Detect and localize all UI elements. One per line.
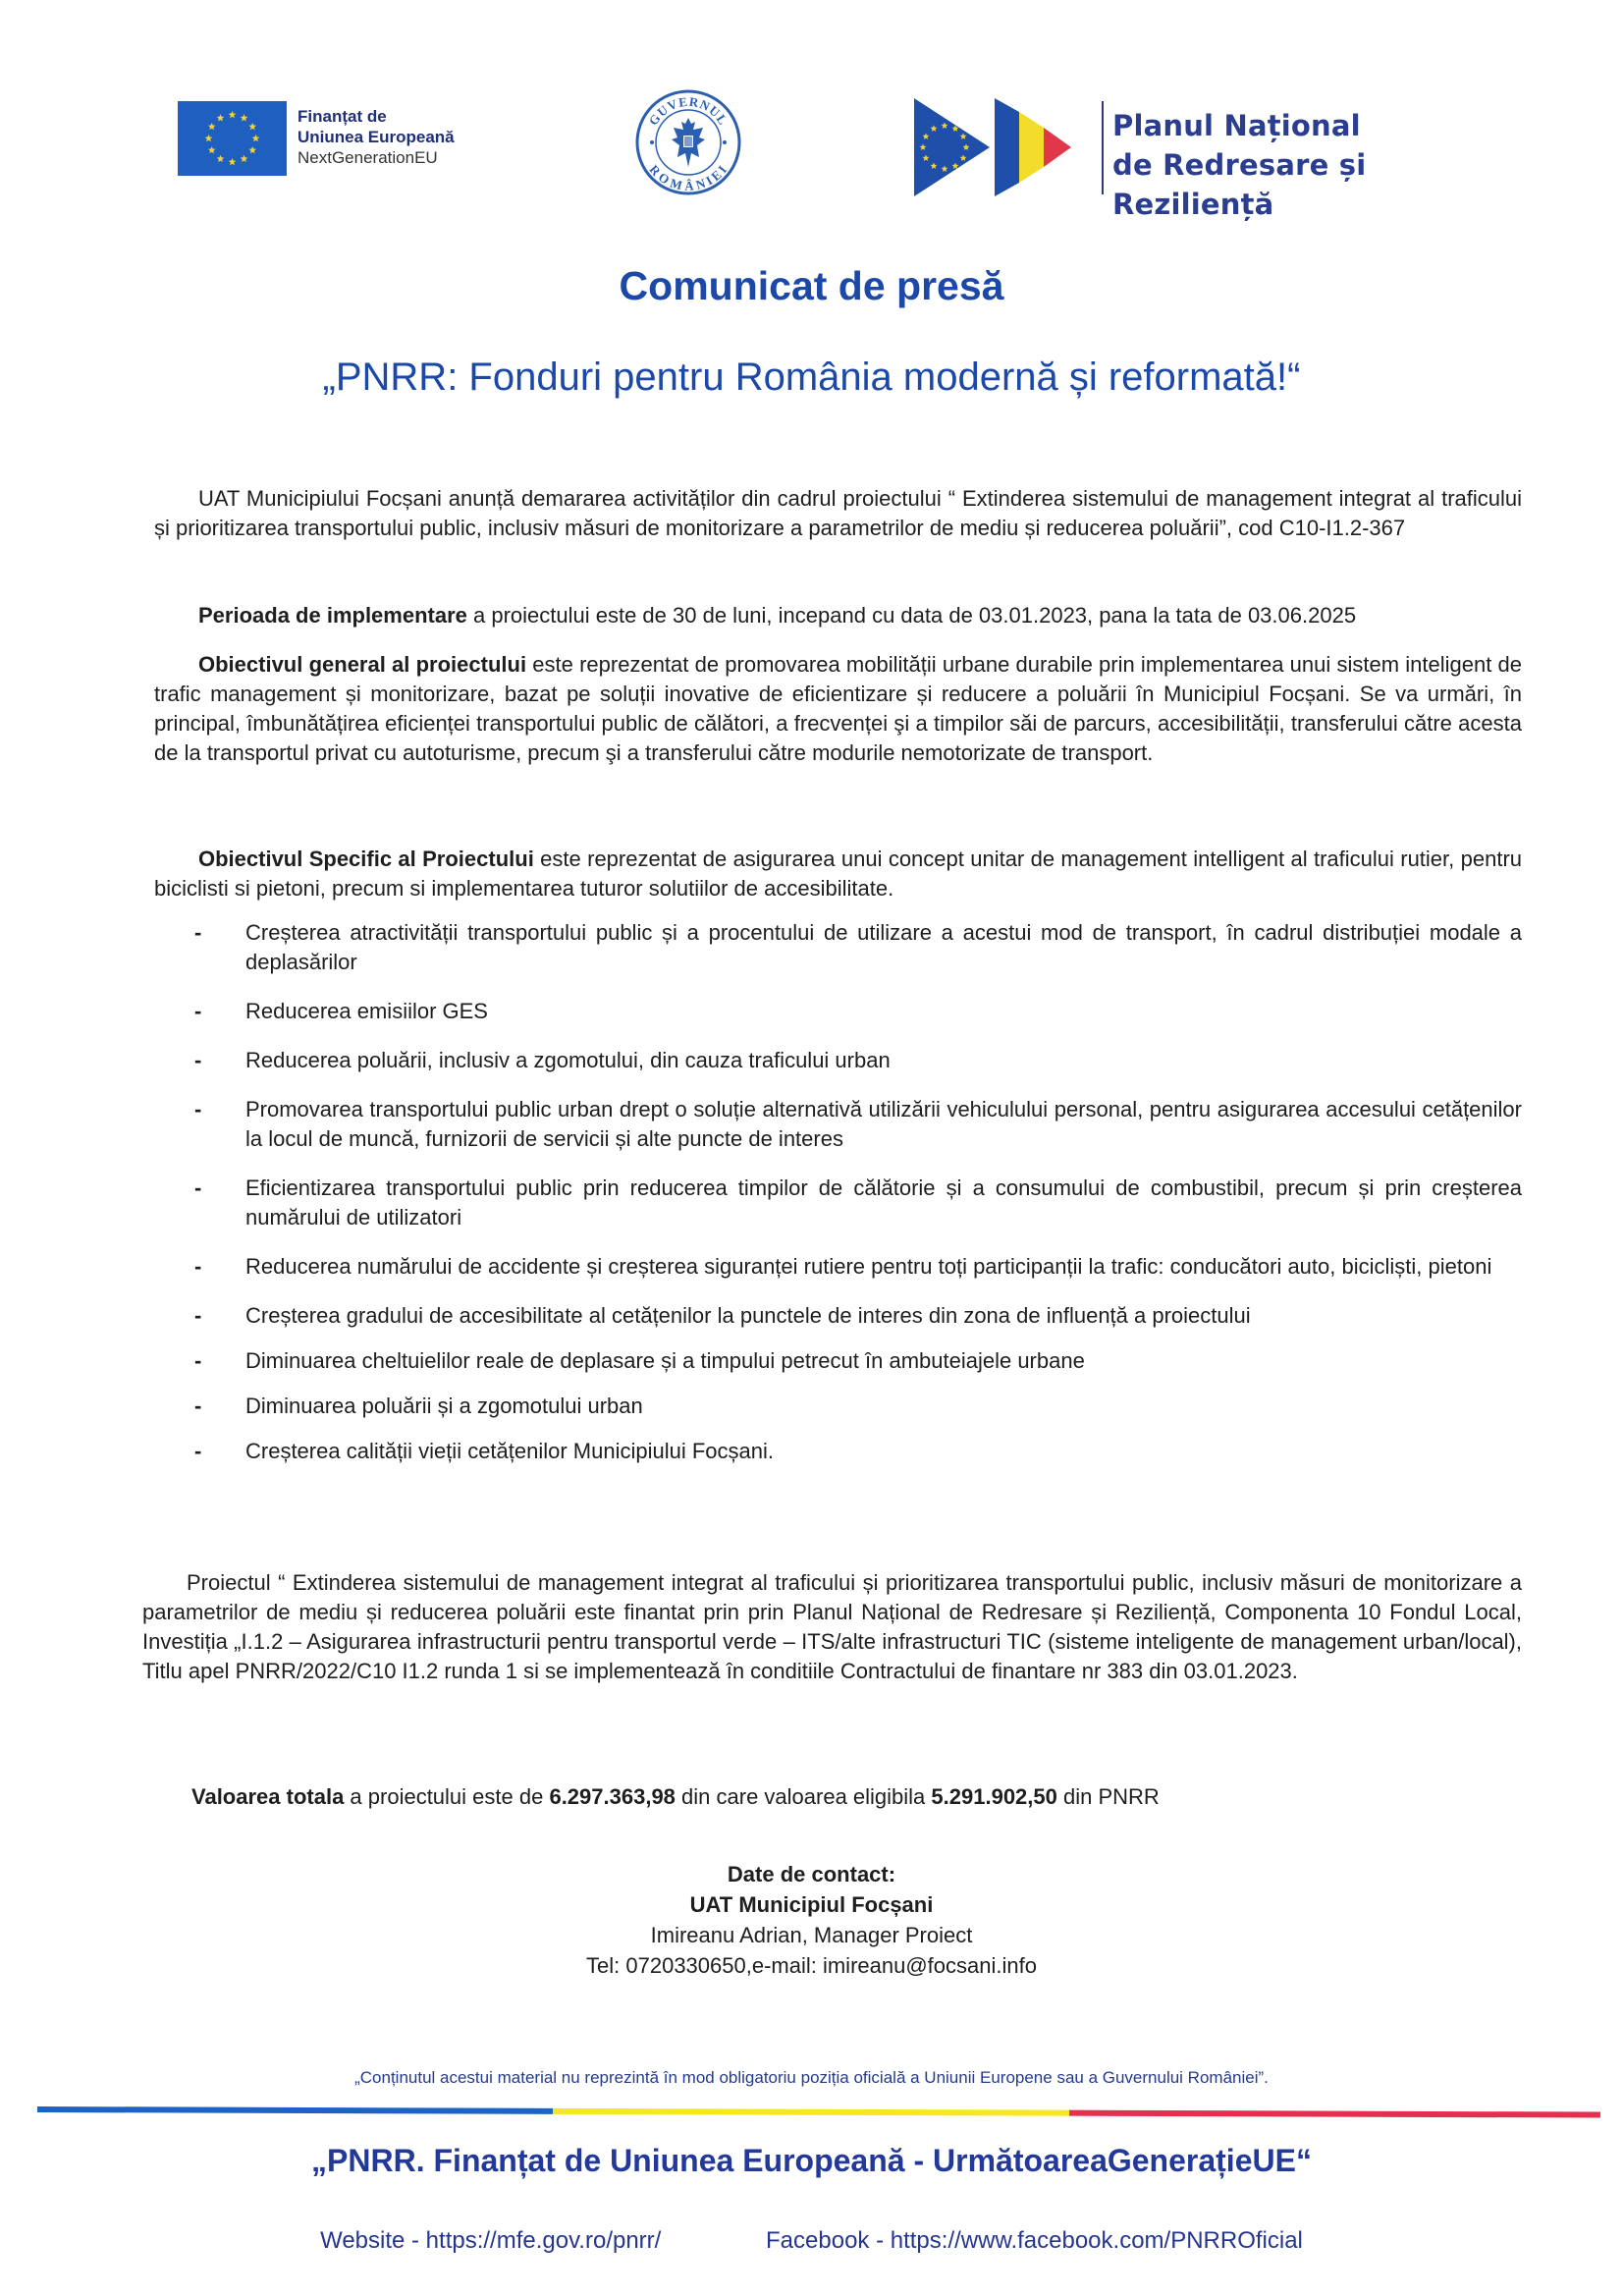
objective-text: Reducerea poluării, inclusiv a zgomotului, din cauza traficului urban bbox=[245, 1048, 891, 1072]
bullet-dash-icon: - bbox=[194, 1303, 202, 1328]
contact-person: Imireanu Adrian, Manager Proiect bbox=[650, 1923, 973, 1947]
pnrr-arrows-icon bbox=[911, 96, 1078, 199]
objective-item bbox=[187, 1046, 1522, 1075]
bullet-dash-icon: - bbox=[194, 1394, 202, 1418]
period-text: a proiectului este de 30 de luni, incepand cu data de 03.01.2023, pana la tata de 03.06.2025 bbox=[466, 603, 1357, 628]
objective-text: Diminuarea cheltuielilor reale de deplasare și a timpului petrecut în ambuteiajele urbane bbox=[245, 1348, 1085, 1373]
objective-item bbox=[187, 1252, 1522, 1282]
objective-text: Creșterea gradului de accesibilitate al cetățenilor la punctele de interes din zona de influență a proiectului bbox=[245, 1303, 1251, 1328]
eu-logo-line2: Uniunea Europeană bbox=[298, 128, 455, 146]
tricolor-divider bbox=[37, 2106, 1600, 2118]
value-text: din PNRR bbox=[1056, 1784, 1160, 1809]
pnrr-logo-separator bbox=[1102, 101, 1104, 194]
eu-logo-line3: NextGenerationEU bbox=[298, 148, 438, 167]
objective-text: Reducerea emisiilor GES bbox=[245, 999, 488, 1023]
seal-text-top: GUVERNUL bbox=[645, 93, 731, 129]
bullet-dash-icon: - bbox=[194, 1175, 202, 1200]
intro-text: UAT Municipiului Focșani anunță demararea activităților din cadrul proiectului “ Extinderea sistemului de management integrat al traficului și prioritizarea transportului public, inclusiv măsuri de monitorizare a parametrilor de mediu și reducerea poluării”, cod C10-I1.2-367 bbox=[154, 486, 1522, 540]
eagle-icon bbox=[672, 118, 705, 167]
bullet-dash-icon: - bbox=[194, 1348, 202, 1373]
period-label: Perioada de implementare bbox=[198, 603, 467, 628]
value-total: 6.297.363,98 bbox=[549, 1784, 676, 1809]
specific-objective-text: este reprezentat de asigurarea unui concept unitar de management intelligent al traficului rutier, pentru biciclisti si pietoni, precum si implementarea tuturor solutiilor de accesibilitate. bbox=[154, 847, 1522, 901]
value-text: din care valoarea eligibila bbox=[675, 1784, 932, 1809]
bullet-dash-icon: - bbox=[194, 1439, 202, 1463]
objective-text: Eficientizarea transportului public prin reducerea timpilor de călătorie și a consumului de combustibil, precum și prin creșterea numărului de utilizatori bbox=[245, 1175, 1522, 1230]
website-link[interactable]: Website - https://mfe.gov.ro/pnrr/ bbox=[320, 2227, 662, 2254]
pnrr-logo-line2: de Redresare și Reziliență bbox=[1112, 148, 1367, 221]
romanian-government-seal-icon bbox=[634, 88, 742, 196]
bullet-dash-icon: - bbox=[194, 999, 202, 1023]
general-objective-text: este reprezentat de promovarea mobilității urbane durabile prin implementarea unui sistem inteligent de trafic management și monitorizare, bazat pe soluții inovative de eficientizare și reducere a poluării în Municipiul Focșani. Se va urmări, în principal, îmbunătățirea eficienței transportului public de călători, a frecvenței şi a timpilor săi de parcurs, accesibilității, transferului către acesta de la transportul privat cu autoturisme, precum şi a transferului către modurile nemotorizate de transport. bbox=[154, 652, 1523, 765]
objective-item bbox=[187, 918, 1522, 977]
project-value-paragraph bbox=[191, 1782, 1468, 1812]
pnrr-logo bbox=[911, 96, 1520, 221]
objective-item bbox=[187, 997, 1522, 1026]
value-label: Valoarea totala bbox=[191, 1784, 345, 1809]
bullet-dash-icon: - bbox=[194, 1254, 202, 1279]
divider-blue-segment bbox=[37, 2106, 553, 2114]
pnrr-logo-line1: Planul Național bbox=[1112, 109, 1361, 142]
objective-text: Promovarea transportului public urban drept o soluție alternativă utilizării vehiculului personal, pentru asigurarea accesului cetățenilor la locul de muncă, furnizorii de servicii și alte puncte de interes bbox=[245, 1097, 1522, 1151]
objective-item bbox=[187, 1174, 1522, 1232]
objective-text: Diminuarea poluării și a zgomotului urban bbox=[245, 1394, 643, 1418]
specific-objective-label: Obiectivul Specific al Proiectului bbox=[198, 847, 534, 871]
implementation-period-paragraph bbox=[154, 601, 1522, 630]
objective-item bbox=[187, 1392, 1522, 1421]
footer-slogan: „PNRR. Finanțat de Uniunea Europeană - UrmătoareaGenerațieUE“ bbox=[311, 2143, 1312, 2178]
contact-details: Tel: 0720330650,e-mail: imireanu@focsani.info bbox=[586, 1953, 1037, 1978]
svg-text:ROMÂNIEI bbox=[646, 162, 730, 193]
objective-item bbox=[187, 1437, 1522, 1466]
contact-organization: UAT Municipiul Focșani bbox=[689, 1892, 934, 1917]
objective-item bbox=[187, 1095, 1522, 1154]
objective-item bbox=[187, 1346, 1522, 1376]
objective-item bbox=[187, 1301, 1522, 1331]
general-objective-label: Obiectivul general al proiectului bbox=[198, 652, 527, 677]
value-text: a proiectului este de bbox=[344, 1784, 550, 1809]
value-eligible: 5.291.902,50 bbox=[931, 1784, 1057, 1809]
disclaimer-text: „Conținutul acestui material nu reprezintă în mod obligatoriu poziția oficială a Uniunii Europene sau a Guvernului României”. bbox=[354, 2068, 1269, 2087]
page-title: Comunicat de presă bbox=[619, 263, 1004, 308]
divider-red-segment bbox=[1069, 2110, 1600, 2118]
objective-text: Creșterea atractivității transportului public și a procentului de utilizare a acestui mod de transport, în cadrul distribuției modale a deplasărilor bbox=[245, 920, 1522, 974]
specific-objective-paragraph bbox=[154, 845, 1522, 903]
bullet-dash-icon: - bbox=[194, 1048, 202, 1072]
contact-block bbox=[0, 1859, 1623, 1981]
general-objective-paragraph bbox=[154, 650, 1522, 768]
divider-yellow-segment bbox=[553, 2108, 1068, 2116]
bullet-dash-icon: - bbox=[194, 1097, 202, 1121]
project-funding-text: Proiectul “ Extinderea sistemului de management integrat al traficului și prioritizarea transportului public, inclusiv măsuri de monitorizare a parametrilor de mediu și reducerea poluării este finantat prin prin Planul Național de Redresare și Reziliență, Componenta 10 Fondul Local, Investiția „I.1.2 – Asigurarea infrastructurii pentru transportul verde – ITS/alte infrastructuri TIC (sisteme inteligente de management urban/local), Titlu apel PNRR/2022/C10 I1.2 runda 1 si se implementează în conditiile Contractului de finantare nr 383 din 03.01.2023. bbox=[142, 1570, 1522, 1683]
contact-heading: Date de contact: bbox=[727, 1862, 896, 1886]
project-funding-paragraph bbox=[142, 1568, 1522, 1686]
eu-logo-line1: Finanțat de bbox=[298, 107, 387, 126]
objectives-list bbox=[187, 918, 1522, 1466]
intro-paragraph bbox=[154, 484, 1522, 543]
bullet-dash-icon: - bbox=[194, 920, 202, 945]
eu-flag-icon bbox=[178, 101, 287, 176]
seal-text-bottom: ROMÂNIEI bbox=[646, 161, 730, 193]
eu-funding-logo bbox=[178, 98, 482, 179]
facebook-link[interactable]: Facebook - https://www.facebook.com/PNRROficial bbox=[766, 2227, 1303, 2254]
objective-text: Reducerea numărului de accidente și creșterea siguranței rutiere pentru toți participanții la trafic: conducători auto, bicicliști, pietoni bbox=[245, 1254, 1492, 1279]
footer-links bbox=[0, 2227, 1623, 2255]
objective-text: Creșterea calității vieții cetățenilor Municipiului Focșani. bbox=[245, 1439, 775, 1463]
page-subtitle: „PNRR: Fonduri pentru România modernă și reformată!“ bbox=[322, 355, 1301, 399]
